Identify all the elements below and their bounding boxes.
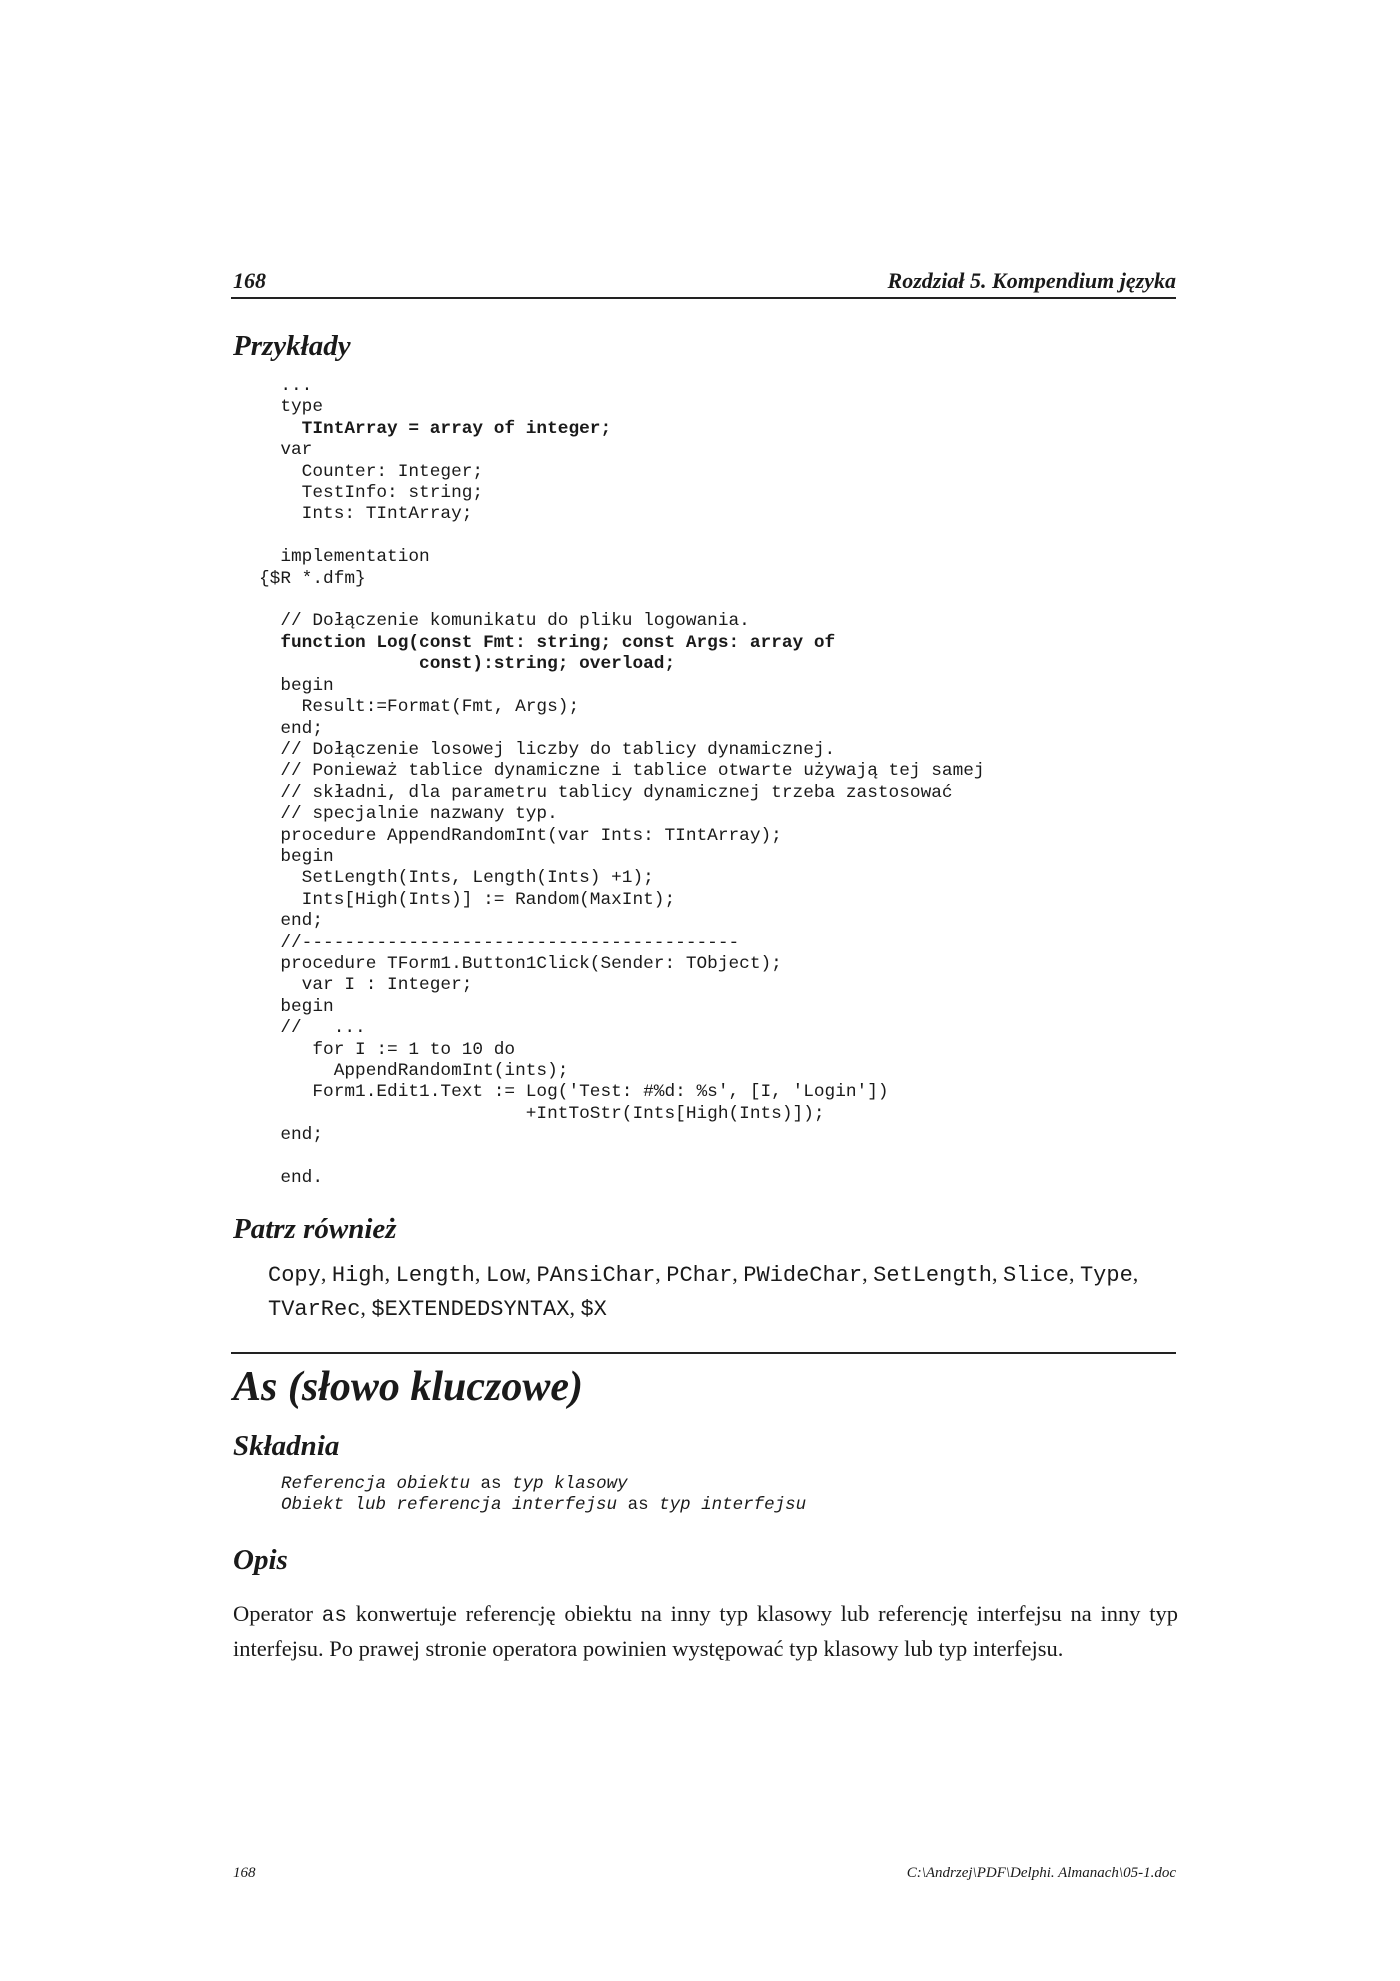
code-line: Ints[High(Ints)] := Random(MaxInt); (259, 889, 676, 910)
code-line: var I : Integer; (259, 975, 473, 996)
see-also-item: TVarRec (268, 1297, 361, 1322)
see-also-item: Slice (1002, 1263, 1069, 1288)
code-line: TestInfo: string; (259, 483, 484, 504)
code-line: procedure AppendRandomInt(var Ints: TIntArray); (259, 825, 782, 846)
description-before: Operator (233, 1601, 322, 1626)
see-also-item: Copy (268, 1263, 321, 1288)
examples-code-block (259, 376, 985, 1189)
description-heading: Opis (233, 1544, 288, 1576)
code-line: Result:=Format(Fmt, Args); (259, 697, 580, 718)
code-line: end; (259, 911, 324, 932)
header-chapter-title: Rozdział 5. Kompendium języka (887, 268, 1176, 293)
syntax-block (281, 1474, 806, 1516)
code-line: //----------------------------------------- (259, 932, 740, 953)
see-also-item: PAnsiChar (536, 1263, 656, 1288)
description-after: konwertuje referencję obiektu na inny typ klasowy lub referencję interfejsu na inny typ interfejsu. Po prawej stronie operatora powinien występować typ klasowy lub typ interfejsu. (233, 1601, 1178, 1661)
code-line: var (259, 440, 313, 461)
description-keyword: as (321, 1605, 347, 1628)
code-line: Counter: Integer; (259, 461, 484, 482)
footer-page-number: 168 (233, 1865, 256, 1881)
see-also-item: Type (1079, 1263, 1133, 1288)
code-line: type (259, 397, 324, 418)
code-line: begin (259, 996, 334, 1017)
entry-title: As (słowo kluczowe) (233, 1364, 584, 1410)
code-line: SetLength(Ints, Length(Ints) +1); (259, 868, 654, 889)
code-line: // ... (259, 1018, 366, 1039)
see-also-item: SetLength (873, 1263, 992, 1288)
see-also-item: PWideChar (743, 1263, 863, 1288)
syntax-type: typ klasowy (512, 1474, 628, 1494)
see-also-item: Low (485, 1263, 526, 1288)
see-also-item: High (331, 1263, 385, 1288)
code-line: // składni, dla parametru tablicy dynamicznej trzeba zastosować (259, 782, 953, 803)
syntax-keyword: as (480, 1474, 502, 1494)
see-also-item: $EXTENDEDSYNTAX (371, 1297, 570, 1322)
footer-file-path: C:\Andrzej\PDF\Delphi. Almanach\05-1.doc (906, 1865, 1176, 1881)
code-line: // Ponieważ tablice dynamiczne i tablice otwarte używają tej samej (259, 761, 985, 782)
section-divider (231, 1352, 1176, 1354)
code-line: end; (259, 1125, 324, 1146)
code-line: TIntArray = array of integer; (259, 418, 612, 439)
code-line: Form1.Edit1.Text := Log('Test: #%d: %s', [I, 'Login']) (259, 1082, 889, 1103)
code-line: +IntToStr(Ints[High(Ints)]); (259, 1103, 825, 1124)
code-line: const):string; overload; (259, 654, 676, 675)
syntax-operand: Referencja obiektu (281, 1474, 471, 1494)
code-line: procedure TForm1.Button1Click(Sender: TObject); (259, 953, 782, 974)
code-line: AppendRandomInt(ints); (259, 1061, 569, 1081)
syntax-heading: Składnia (233, 1430, 340, 1462)
syntax-keyword: as (627, 1495, 649, 1515)
code-line: // Dołączenie komunikatu do pliku logowania. (259, 611, 750, 632)
syntax-type: typ interfejsu (659, 1495, 807, 1515)
code-line: Ints: TIntArray; (259, 504, 473, 525)
syntax-operand: Obiekt lub referencja interfejsu (281, 1495, 618, 1515)
code-line: begin (259, 846, 334, 867)
see-also-heading: Patrz również (233, 1213, 397, 1245)
code-line: end. (259, 1168, 324, 1189)
code-line: end; (259, 718, 324, 739)
code-line: function Log(const Fmt: string; const Args: array of (259, 632, 836, 653)
code-line: implementation (259, 547, 430, 568)
code-line: {$R *.dfm} (259, 568, 366, 589)
code-line: for I := 1 to 10 do (259, 1039, 516, 1060)
see-also-list: Copy, High, Length, Low, PAnsiChar, PChar, PWideChar, SetLength, Slice, Type, TVarRec, $EXTENDEDSYNTAX, $X (268, 1261, 1139, 1322)
header-page-number: 168 (233, 268, 266, 293)
examples-heading: Przykłady (233, 330, 351, 362)
see-also-item: PChar (666, 1263, 733, 1288)
code-line: ... (259, 376, 313, 396)
header-rule (231, 297, 1176, 299)
code-line: // Dołączenie losowej liczby do tablicy dynamicznej. (259, 739, 836, 760)
see-also-item: $X (580, 1297, 607, 1322)
description-paragraph (233, 1598, 1178, 1665)
see-also-item: Length (395, 1263, 475, 1288)
code-line: // specjalnie nazwany typ. (259, 804, 558, 825)
code-line: begin (259, 675, 334, 696)
